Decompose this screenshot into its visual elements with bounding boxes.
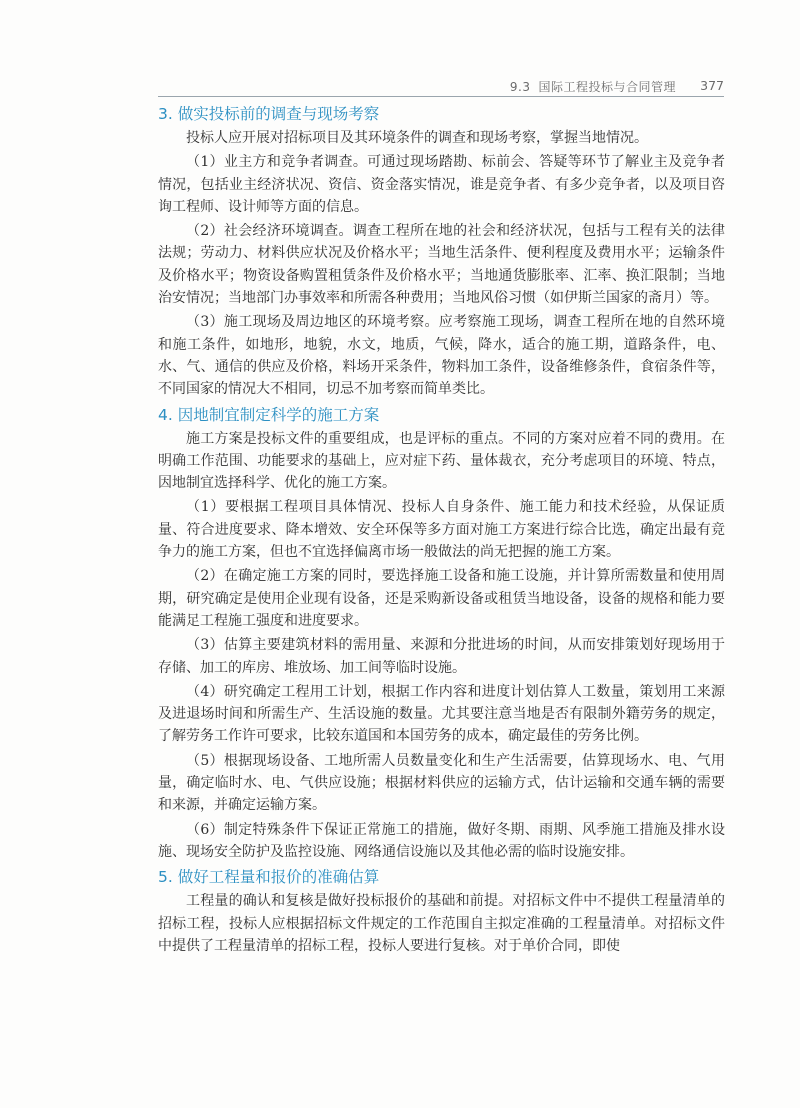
running-header-section <box>510 78 676 95</box>
paragraph: （2）在确定施工方案的同时，要选择施工设备和施工设施，并计算所需数量和使用周期，研究确定是使用企业现有设备，还是采购新设备或租赁当地设备，设备的规格和能力要能满足工程施工强度和进度要求。 <box>158 568 725 629</box>
section-title: 国际工程投标与合同管理 <box>538 80 676 94</box>
paragraph: 施工方案是投标文件的重要组成，也是评标的重点。不同的方案对应着不同的费用。在明确工作范围、功能要求的基础上，应对症下药、量体裁衣，充分考虑项目的环境、特点，因地制宜选择科学、优化的施工方案。 <box>158 430 725 492</box>
heading-section-5: 5. 做好工程量和报价的准确估算 <box>158 868 380 887</box>
paragraph: 投标人应开展对招标项目及其环境条件的调查和现场考察，掌握当地情况。 <box>186 130 648 146</box>
paragraph: （6）制定特殊条件下保证正常施工的措施，做好冬期、雨期、风季施工措施及排水设施、现场安全防护及监控设施、网络通信设施以及其他必需的临时设施安排。 <box>158 821 725 860</box>
paragraph: （1）业主方和竞争者调查。可通过现场踏勘、标前会、答疑等环节了解业主及竞争者情况，包括业主经济状况、资信、资金落实情况，谁是竞争者、有多少竞争者，以及项目咨询工程师、设计师等方面的信息。 <box>158 154 725 215</box>
heading-section-4: 4. 因地制宜制定科学的施工方案 <box>158 405 380 424</box>
paragraph: （1）要根据工程项目具体情况、投标人自身条件、施工能力和技术经验，从保证质量、符合进度要求、降本增效、安全环保等多方面对施工方案进行综合比选，确定出最有竞争力的施工方案，但也不宜选择偏离市场一般做法的尚无把握的施工方案。 <box>158 499 725 561</box>
page-number: 377 <box>700 78 724 93</box>
page-body <box>158 102 725 959</box>
running-header <box>158 76 724 96</box>
paragraph: （3）施工现场及周边地区的环境考察。应考察施工现场，调查工程所在地的自然环境和施工条件，如地形，地貌，水文，地质，气候，降水，适合的施工期，道路条件，电、水、气、通信的供应及价格，料场开采条件，物料加工条件，设备维修条件，食宿条件等，不同国家的情况大不相同，切忌不加考察而简单类比。 <box>158 314 725 398</box>
heading-section-3: 3. 做实投标前的调查与现场考察 <box>158 105 380 123</box>
paragraph: 工程量的确认和复核是做好投标报价的基础和前提。对招标文件中不提供工程量清单的招标工程，投标人应根据招标文件规定的工作范围自主拟定准确的工程量清单。对招标文件中提供了工程量清单的招标工程，投标人要进行复核。对于单价合同，即使 <box>158 893 725 954</box>
paragraph: （4）研究确定工程用工计划，根据工作内容和进度计划估算人工数量，策划用工来源及进退场时间和所需生产、生活设施的数量。尤其要注意当地是否有限制外籍劳务的规定，了解劳务工作许可要求，比较东道国和本国劳务的成本，确定最佳的劳务比例。 <box>158 683 725 745</box>
header-rule <box>158 96 724 97</box>
section-number: 9.3 <box>509 80 531 94</box>
paragraph: （3）估算主要建筑材料的需用量、来源和分批进场的时间，从而安排策划好现场用于存储、加工的库房、堆放场、加工间等临时设施。 <box>158 637 725 676</box>
paragraph: （5）根据现场设备、工地所需人员数量变化和生产生活需要，估算现场水、电、气用量，确定临时水、电、气供应设施；根据材料供应的运输方式，估计运输和交通车辆的需要和来源，并确定运输方案。 <box>158 752 725 814</box>
paragraph: （2）社会经济环境调查。调查工程所在地的社会和经济状况，包括与工程有关的法律法规；劳动力、材料供应状况及价格水平；当地生活条件、便利程度及费用水平；运输条件及价格水平；物资设备购置租赁条件及价格水平；当地通货膨胀率、汇率、换汇限制；当地治安情况；当地部门办事效率和所需各种费用；当地风俗习惯（如伊斯兰国家的斋月）等。 <box>158 223 725 307</box>
